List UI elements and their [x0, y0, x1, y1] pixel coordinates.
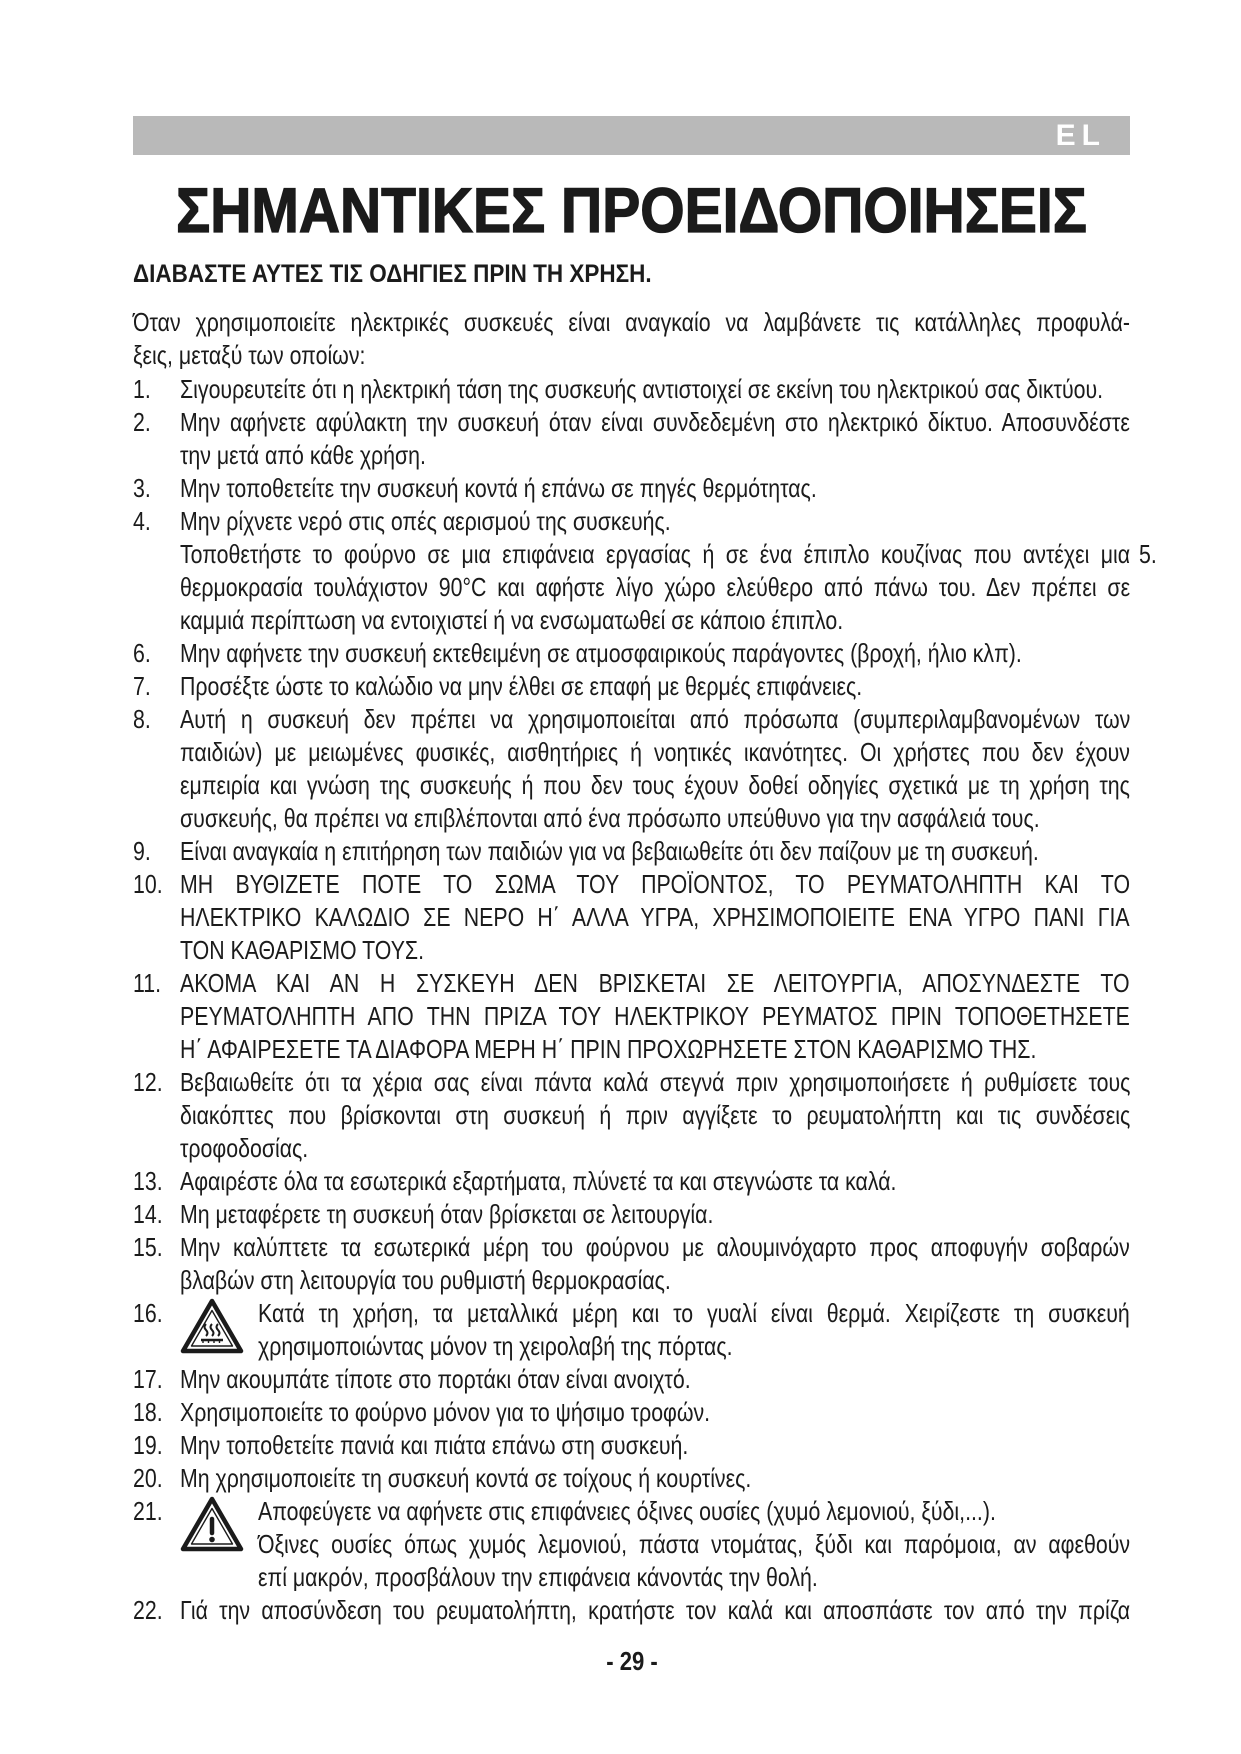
item-line: [180, 1132, 1130, 1165]
item-line: [180, 1462, 1130, 1495]
language-bar: [133, 116, 1130, 155]
item-number: 17.: [133, 1364, 163, 1394]
list-item: [133, 472, 1130, 505]
item-line: [180, 835, 1130, 868]
item-line-text: Κατά τη χρήση, τα μεταλλικά μέρη και το γυαλί είναι θερμά. Χειρίζεστε τη συσκευή: [258, 1298, 1130, 1328]
item-line: [258, 1495, 1130, 1528]
item-number: 8.: [133, 704, 151, 734]
item-line-text: παιδιών) με μειωμένες φυσικές, αισθητήριες ή νοητικές ικανότητες. Οι χρήστες που δεν έχουν: [180, 737, 1130, 767]
item-line-text: Μη μεταφέρετε τη συσκευή όταν βρίσκεται σε λειτουργία.: [180, 1199, 714, 1229]
hot-surface-icon: [180, 1297, 244, 1355]
page-title: ΣΗΜΑΝΤΙΚΕΣ ΠΡΟΕΙΔΟΠΟΙΗΣΕΙΣ: [176, 175, 1087, 247]
item-text: [258, 1297, 1130, 1363]
page-number: - 29 -: [606, 1646, 658, 1676]
item-line: [180, 538, 1130, 571]
item-text: [180, 1198, 1130, 1231]
item-line-text: τροφοδοσίας.: [180, 1133, 309, 1163]
section-heading: [133, 258, 1130, 291]
item-line-text: Αποφεύγετε να αφήνετε στις επιφάνειες όξινες ουσίες (χυμό λεμονιού, ξύδι,...).: [258, 1496, 996, 1526]
list-item: [133, 967, 1130, 1066]
item-line-text: Γιά την αποσύνδεση του ρευματολήπτη, κρατήστε τον καλά και αποσπάστε τον από την πρίζα: [180, 1595, 1131, 1625]
item-text: [180, 1462, 1130, 1495]
item-line-text: Αφαιρέστε όλα τα εσωτερικά εξαρτήματα, πλύνετέ τα και στεγνώστε τα καλά.: [180, 1166, 897, 1196]
item-text: [180, 406, 1130, 472]
item-text: [180, 868, 1130, 967]
item-line-text: χρησιμοποιώντας μόνον τη χειρολαβή της πόρτας.: [258, 1331, 733, 1361]
item-text: [180, 538, 1130, 637]
item-text: [180, 1363, 1130, 1396]
item-text: [180, 505, 1130, 538]
item-line-text: συσκευής, θα πρέπει να επιβλέπονται από ένα πρόσωπο υπεύθυνο για την ασφάλειά τους.: [180, 803, 1040, 833]
item-line: [180, 868, 1130, 901]
item-number: 6.: [133, 638, 151, 668]
intro-line: [133, 339, 1130, 372]
list-item: [133, 868, 1130, 967]
list-item: [133, 373, 1130, 406]
item-number: 4.: [133, 506, 151, 536]
item-text: [180, 1396, 1130, 1429]
item-line: [180, 439, 1130, 472]
item-line-text: επί μακρόν, προσβάλουν την επιφάνεια κάνοντάς την θολή.: [258, 1562, 818, 1592]
item-text: [180, 670, 1130, 703]
item-line-text: ΤΟΝ ΚΑΘΑΡΙΣΜΟ ΤΟΥΣ.: [180, 935, 425, 965]
item-text: [180, 967, 1130, 1066]
item-line-text: ΗΛΕΚΤΡΙΚΟ ΚΑΛΩΔΙΟ ΣΕ ΝΕΡΟ Η΄ ΑΛΛΑ ΥΓΡΑ, ΧΡΗΣΙΜΟΠΟΙΕΙΤΕ ΕΝΑ ΥΓΡΟ ΠΑΝΙ ΓΙΑ: [180, 902, 1130, 932]
item-number: 21.: [133, 1496, 163, 1526]
section-heading-text: ΔΙΑΒΑΣΤΕ ΑΥΤΕΣ ΤΙΣ ΟΔΗΓΙΕΣ ΠΡΙΝ ΤΗ ΧΡΗΣΗ.: [133, 260, 652, 288]
item-line-text: την μετά από κάθε χρήση.: [180, 440, 426, 470]
item-line: [180, 769, 1130, 802]
language-code: EL: [1055, 119, 1106, 152]
item-line-text: Μην καλύπτετε τα εσωτερικά μέρη του φούρνου με αλουμινόχαρτο προς αποφυγήν σοβαρών: [180, 1232, 1130, 1262]
item-line-text: θερμοκρασία τουλάχιστον 90°C και αφήστε λίγο χώρο ελεύθερο από πάνω του. Δεν πρέπει σε: [180, 572, 1131, 602]
item-line-text: Μην αφήνετε αφύλακτη την συσκευή όταν είναι συνδεδεμένη στο ηλεκτρικό δίκτυο. Αποσυνδέστε: [180, 407, 1130, 437]
item-line: [180, 472, 1130, 505]
item-line-text: Όξινες ουσίες όπως χυμός λεμονιού, πάστα ντομάτας, ξύδι και παρόμοια, αν αφεθούν: [258, 1529, 1131, 1559]
warnings-list: [133, 373, 1157, 1627]
intro-line-text: ξεις, μεταξύ των οποίων:: [133, 340, 366, 370]
list-item: [133, 1297, 1130, 1363]
intro-line: [133, 306, 1130, 339]
item-text: [258, 1495, 1130, 1594]
list-item: [133, 1396, 1130, 1429]
item-line-text: Βεβαιωθείτε ότι τα χέρια σας είναι πάντα καλά στεγνά πριν χρησιμοποιήσετε ή ρυθμίσετε τους: [180, 1067, 1131, 1097]
item-line: [180, 1363, 1130, 1396]
item-line-text: Είναι αναγκαία η επιτήρηση των παιδιών για να βεβαιωθείτε ότι δεν παίζουν με τη συσκευή.: [180, 836, 1039, 866]
item-line: [180, 901, 1130, 934]
item-text: [180, 703, 1130, 835]
item-number: 19.: [133, 1430, 163, 1460]
item-line-text: διακόπτες που βρίσκονται στη συσκευή ή πριν αγγίξετε το ρευματολήπτη και τις συνδέσεις: [180, 1100, 1131, 1130]
list-item: [133, 703, 1130, 835]
list-item: [133, 1429, 1130, 1462]
item-line-text: Μην ακουμπάτε τίποτε στο πορτάκι όταν είναι ανοιχτό.: [180, 1364, 691, 1394]
item-text: [180, 1594, 1130, 1627]
item-line-text: Τοποθετήστε το φούρνο σε μια επιφάνεια εργασίας ή σε ένα έπιπλο κουζίνας που αντέχει μια: [180, 539, 1131, 569]
item-number: 10.: [133, 869, 163, 899]
item-number: 11.: [133, 968, 162, 998]
item-line: [180, 934, 1130, 967]
list-item: [133, 538, 1157, 637]
item-line-text: καμμιά περίπτωση να εντοιχιστεί ή να ενσωματωθεί σε κάποιο έπιπλο.: [180, 605, 844, 635]
item-number: 18.: [133, 1397, 163, 1427]
item-line: [180, 637, 1130, 670]
item-line-text: Μην τοποθετείτε πανιά και πιάτα επάνω στη συσκευή.: [180, 1430, 689, 1460]
item-line: [258, 1297, 1130, 1330]
item-line: [180, 1594, 1130, 1627]
item-text: [180, 1165, 1130, 1198]
list-item: [133, 1066, 1130, 1165]
item-number: 12.: [133, 1067, 163, 1097]
item-line: [180, 703, 1130, 736]
item-line: [180, 571, 1130, 604]
warning-icon: [180, 1495, 244, 1553]
item-line-text: Προσέξτε ώστε το καλώδιο να μην έλθει σε επαφή με θερμές επιφάνειες.: [180, 671, 863, 701]
item-line: [180, 1198, 1130, 1231]
item-line: [180, 1033, 1130, 1066]
item-text: [180, 835, 1130, 868]
item-line-text: Μην ρίχνετε νερό στις οπές αερισμού της συσκευής.: [180, 506, 671, 536]
item-text: [180, 637, 1130, 670]
list-item: [133, 1594, 1130, 1627]
item-line-text: Μην αφήνετε την συσκευή εκτεθειμένη σε ατμοσφαιρικούς παράγοντες (βροχή, ήλιο κλπ).: [180, 638, 1022, 668]
item-text: [180, 472, 1130, 505]
list-item: [133, 1495, 1130, 1594]
list-item: [133, 1198, 1130, 1231]
list-item: [133, 1231, 1130, 1297]
intro-paragraph: [133, 306, 1130, 372]
item-line: [180, 802, 1130, 835]
item-text: [180, 373, 1130, 406]
item-number: 20.: [133, 1463, 163, 1493]
item-line-text: εμπειρία και γνώση της συσκευής ή που δεν τους έχουν δοθεί οδηγίες σχετικά με τη χρήση της: [180, 770, 1130, 800]
item-line: [180, 1099, 1130, 1132]
list-item: [133, 1165, 1130, 1198]
item-number: 22.: [133, 1595, 163, 1625]
item-line-text: Μην τοποθετείτε την συσκευή κοντά ή επάνω σε πηγές θερμότητας.: [180, 473, 817, 503]
item-line: [180, 1264, 1130, 1297]
item-line: [180, 1231, 1130, 1264]
item-line: [180, 406, 1130, 439]
item-line: [180, 1000, 1130, 1033]
item-line-text: ΜΗ ΒΥΘΙΖΕΤΕ ΠΟΤΕ ΤΟ ΣΩΜΑ ΤΟΥ ΠΡΟΪΟΝΤΟΣ, ΤΟ ΡΕΥΜΑΤΟΛΗΠΤΗ ΚΑΙ ΤΟ: [180, 869, 1131, 899]
item-line-text: βλαβών στη λειτουργία του ρυθμιστή θερμοκρασίας.: [180, 1265, 671, 1295]
list-item: [133, 1462, 1130, 1495]
item-line: [180, 1066, 1130, 1099]
item-number: 5.: [1139, 539, 1157, 569]
item-line: [180, 505, 1130, 538]
item-number: 1.: [133, 374, 151, 404]
item-line-text: Η΄ ΑΦΑΙΡΕΣΕΤΕ ΤΑ ΔΙΑΦΟΡΑ ΜΕΡΗ Η΄ ΠΡΙΝ ΠΡΟΧΩΡΗΣΕΤΕ ΣΤΟΝ ΚΑΘΑΡΙΣΜΟ ΤΗΣ.: [180, 1034, 1037, 1064]
list-item: [133, 835, 1130, 868]
list-item: [133, 670, 1130, 703]
item-line: [180, 1429, 1130, 1462]
item-line: [258, 1330, 1130, 1363]
item-line: [180, 604, 1130, 637]
item-number: 13.: [133, 1166, 163, 1196]
item-number: 3.: [133, 473, 151, 503]
item-text: [180, 1429, 1130, 1462]
item-number: 2.: [133, 407, 151, 437]
list-item: [133, 637, 1130, 670]
item-line: [180, 1396, 1130, 1429]
item-line: [180, 670, 1130, 703]
item-line: [180, 1165, 1130, 1198]
item-line: [180, 736, 1130, 769]
item-number: 16.: [133, 1298, 163, 1328]
item-line-text: Μη χρησιμοποιείτε τη συσκευή κοντά σε τοίχους ή κουρτίνες.: [180, 1463, 752, 1493]
section-heading-line: [133, 258, 1130, 291]
list-item: [133, 406, 1130, 472]
item-line-text: Αυτή η συσκευή δεν πρέπει να χρησιμοποιείται από πρόσωπα (συμπεριλαμβανομένων των: [180, 704, 1131, 734]
item-number: 9.: [133, 836, 151, 866]
item-text: [180, 1066, 1130, 1165]
item-line: [180, 373, 1130, 406]
item-line: [258, 1528, 1130, 1561]
item-number: 15.: [133, 1232, 163, 1262]
item-line: [180, 967, 1130, 1000]
item-number: 7.: [133, 671, 151, 701]
list-item: [133, 505, 1130, 538]
item-line-text: Σιγουρευτείτε ότι η ηλεκτρική τάση της συσκευής αντιστοιχεί σε εκείνη του ηλεκτρικού σας δικτύου.: [180, 374, 1104, 404]
item-line: [258, 1561, 1130, 1594]
item-line-text: ΡΕΥΜΑΤΟΛΗΠΤΗ ΑΠΟ ΤΗΝ ΠΡΙΖΑ ΤΟΥ ΗΛΕΚΤΡΙΚΟΥ ΡΕΥΜΑΤΟΣ ΠΡΙΝ ΤΟΠΟΘΕΤΗΣΕΤΕ: [180, 1001, 1130, 1031]
list-item: [133, 1363, 1130, 1396]
item-text: [180, 1231, 1130, 1297]
item-line-text: ΑΚΟΜΑ ΚΑΙ ΑΝ Η ΣΥΣΚΕΥΗ ΔΕΝ ΒΡΙΣΚΕΤΑΙ ΣΕ ΛΕΙΤΟΥΡΓΙΑ, ΑΠΟΣΥΝΔΕΣΤΕ ΤΟ: [180, 968, 1130, 998]
item-line-text: Χρησιμοποιείτε το φούρνο μόνον για το ψήσιμο τροφών.: [180, 1397, 711, 1427]
intro-line-text: Όταν χρησιμοποιείτε ηλεκτρικές συσκευές είναι αναγκαίο να λαμβάνετε τις κατάλληλες προφυλά-: [133, 307, 1131, 337]
item-number: 14.: [133, 1199, 163, 1229]
